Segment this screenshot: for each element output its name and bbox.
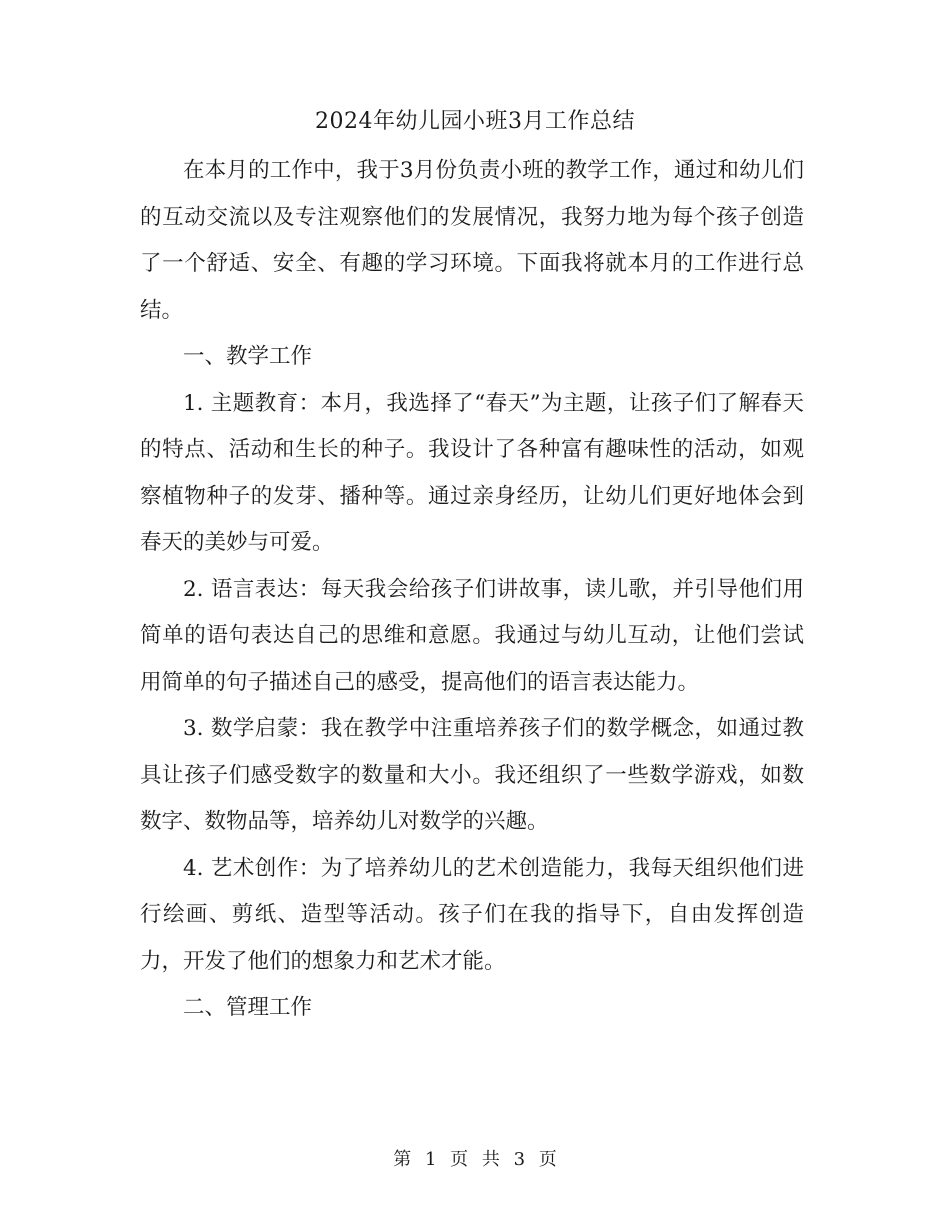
- section-heading-teaching: 一、教学工作: [183, 344, 313, 369]
- footer-current-page: 1: [424, 1149, 437, 1170]
- document-body: [140, 148, 804, 1032]
- footer-label-di: 第: [393, 1149, 412, 1170]
- footer-label-ye-end: 页: [538, 1149, 557, 1170]
- footer-label-ye: 页: [450, 1149, 469, 1170]
- item-language-expression: 2. 语言表达：每天我会给孩子们讲故事，读儿歌，并引导他们用简单的语句表达自己的思维和意愿。我通过与幼儿互动，让他们尝试用简单的句子描述自己的感受，提高他们的语言表达能力。: [140, 576, 804, 695]
- item-theme-education: 1. 主题教育：本月，我选择了“春天”为主题，让孩子们了解春天的特点、活动和生长的种子。我设计了各种富有趣味性的活动，如观察植物种子的发芽、播种等。通过亲身经历，让幼儿们更好地体会到春天的美妙与可爱。: [140, 390, 804, 555]
- page-footer: [0, 1146, 950, 1174]
- section-heading-management: 二、管理工作: [183, 995, 313, 1020]
- item-math-enlightenment: 3. 数学启蒙：我在教学中注重培养孩子们的数学概念，如通过教具让孩子们感受数字的数量和大小。我还组织了一些数学游戏，如数数字、数物品等，培养幼儿对数学的兴趣。: [140, 716, 804, 834]
- item-art-creation: 4. 艺术创作：为了培养幼儿的艺术创造能力，我每天组织他们进行绘画、剪纸、造型等活动。孩子们在我的指导下，自由发挥创造力，开发了他们的想象力和艺术才能。: [140, 855, 804, 974]
- footer-total-pages: 3: [513, 1149, 526, 1170]
- intro-paragraph: 在本月的工作中，我于3月份负责小班的教学工作，通过和幼儿们的互动交流以及专注观察他们的发展情况，我努力地为每个孩子创造了一个舒适、安全、有趣的学习环境。下面我将就本月的工作进行总结。: [140, 158, 804, 323]
- footer-label-gong: 共: [481, 1149, 500, 1170]
- document-title: 2024年幼儿园小班3月工作总结: [315, 109, 635, 134]
